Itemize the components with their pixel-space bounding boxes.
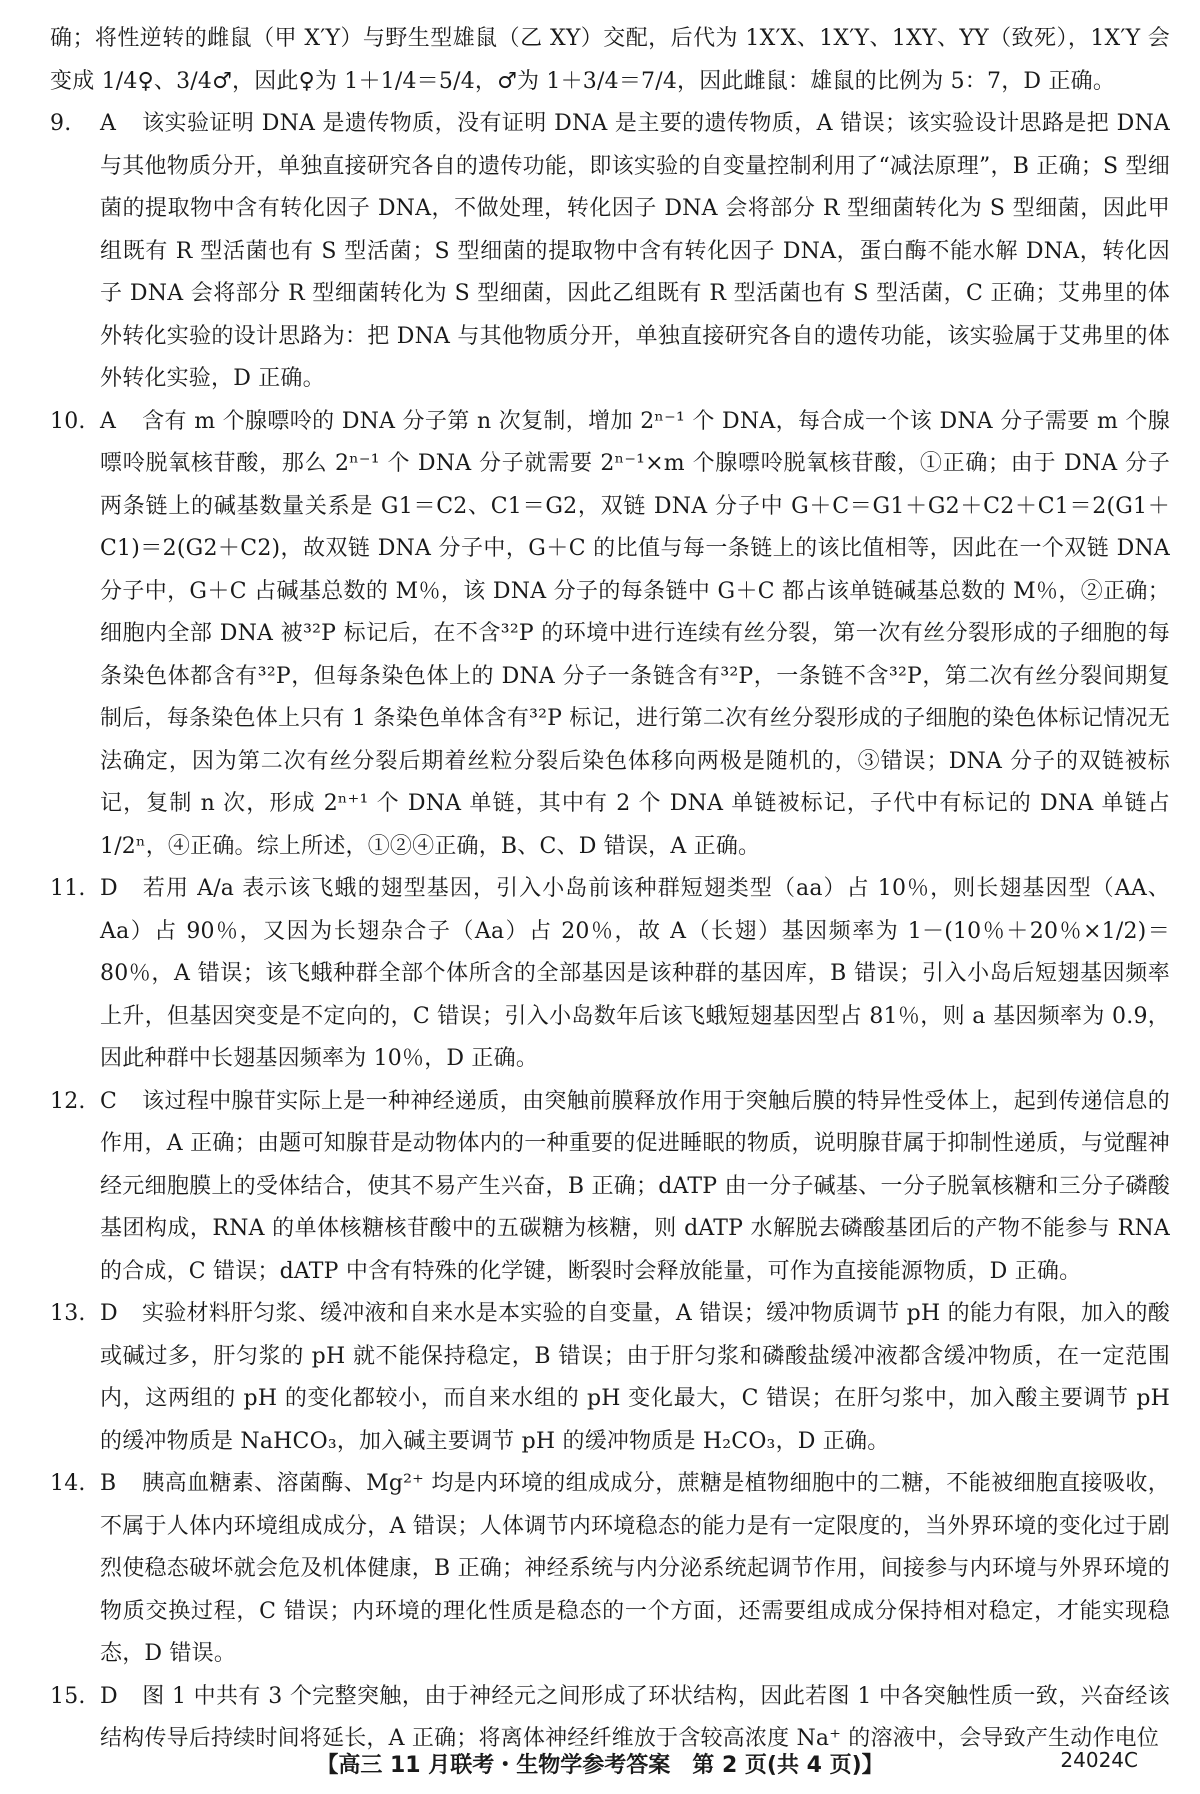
item-answer: A [100,111,117,136]
item-answer: B [100,1471,117,1496]
lead-paragraph: 确；将性逆转的雌鼠（甲 X′Y）与野生型雄鼠（乙 XY）交配，后代为 1X′X、1X′Y、1XY、YY（致死），1X′Y 会变成 1/4♀、3/4♂，因此♀为 1＋1/4＝5/4，♂为 1＋3/4＝7/4，因此雌鼠：雄鼠的比例为 5：7，D 正确。 [50,26,1170,94]
item-number: 9. [50,111,72,136]
item-explanation: 该过程中腺苷实际上是一种神经递质，由突触前膜释放作用于突触后膜的特异性受体上，起到传递信息的作用，A 正确；由题可知腺苷是动物体内的一种重要的促进睡眠的物质，说明腺苷属于抑制性递质，与觉醒神经元细胞膜上的受体结合，使其不易产生兴奋，B 正确；dATP 由一分子碱基、一分子脱氧核糖和三分子磷酸基团构成，RNA 的单体核糖核苷酸中的五碳糖为核糖，则 dATP 水解脱去磷酸基团后的产物不能参与 RNA 的合成，C 错误；dATP 中含有特殊的化学键，断裂时会释放能量，可作为直接能源物质，D 正确。 [100,1088,1170,1284]
item-number: 13. [50,1301,86,1326]
item-number: 14. [50,1471,86,1496]
answer-item-11 [50,868,1170,1081]
item-answer: C [100,1088,118,1114]
answer-item-10 [50,401,1170,869]
answer-item-13 [50,1293,1170,1463]
item-explanation: 该实验证明 DNA 是遗传物质，没有证明 DNA 是主要的遗传物质，A 错误；该实验设计思路是把 DNA 与其他物质分开，单独直接研究各自的遗传功能，即该实验的自变量控制利用了“减法原理”，B 正确；S 型细菌的提取物中含有转化因子 DNA，不做处理，转化因子 DNA 会将部分 R 型细菌转化为 S 型细菌，因此甲组既有 R 型活菌也有 S 型活菌；S 型细菌的提取物中含有转化因子 DNA，蛋白酶不能水解 DNA，转化因子 DNA 会将部分 R 型细菌转化为 S 型细菌，因此乙组既有 R 型活菌也有 S 型活菌，C 正确；艾弗里的体外转化实验的设计思路为：把 DNA 与其他物质分开，单独直接研究各自的遗传功能，该实验属于艾弗里的体外转化实验，D 正确。 [100,111,1170,391]
answer-item-12 [50,1081,1170,1294]
item-number: 11. [50,876,86,901]
page-footer [0,1748,1200,1784]
footer-title: 【高三 11 月联考・生物学参考答案 第 2 页(共 4 页)】 [316,1753,884,1778]
answer-content [50,18,1170,1761]
answer-item-14 [50,1463,1170,1676]
item-explanation: 胰高血糖素、溶菌酶、Mg²⁺ 均是内环境的组成成分，蔗糖是植物细胞中的二糖，不能被细胞直接吸收，不属于人体内环境组成成分，A 错误；人体调节内环境稳态的能力是有一定限度的，当外界环境的变化过于剧烈使稳态破坏就会危及机体健康，B 正确；神经系统与内分泌系统起调节作用，间接参与内环境与外界环境的物质交换过程，C 错误；内环境的理化性质是稳态的一个方面，还需要组成成分保持相对稳定，才能实现稳态，D 错误。 [100,1471,1170,1666]
item-answer: D [100,1683,118,1709]
item-number: 10. [50,408,86,434]
item-answer: D [100,876,118,901]
item-number: 12. [50,1088,86,1114]
item-answer: A [100,408,117,434]
item-answer: D [100,1301,118,1326]
item-explanation: 含有 m 个腺嘌呤的 DNA 分子第 n 次复制，增加 2ⁿ⁻¹ 个 DNA，每合成一个该 DNA 分子需要 m 个腺嘌呤脱氧核苷酸，那么 2ⁿ⁻¹ 个 DNA 分子就需要 2ⁿ⁻¹×m 个腺嘌呤脱氧核苷酸，①正确；由于 DNA 分子两条链上的碱基数量关系是 G1＝C2、C1＝G2，双链 DNA 分子中 G＋C＝G1＋G2＋C2＋C1＝2(G1＋C1)＝2(G2＋C2)，故双链 DNA 分子中，G＋C 的比值与每一条链上的该比值相等，因此在一个双链 DNA 分子中，G＋C 占碱基总数的 M％，该 DNA 分子的每条链中 G＋C 都占该单链碱基总数的 M％，②正确；细胞内全部 DNA 被³²P 标记后，在不含³²P 的环境中进行连续有丝分裂，第一次有丝分裂形成的子细胞的每条染色体都含有³²P，但每条染色体上的 DNA 分子一条链含有³²P，一条链不含³²P，第二次有丝分裂间期复制后，每条染色体上只有 1 条染色单体含有³²P 标记，进行第二次有丝分裂形成的子细胞的染色体标记情况无法确定，因为第二次有丝分裂后期着丝粒分裂后染色体移向两极是随机的，③错误；DNA 分子的双链被标记，复制 n 次，形成 2ⁿ⁺¹ 个 DNA 单链，其中有 2 个 DNA 单链被标记，子代中有标记的 DNA 单链占 1/2ⁿ，④正确。综上所述，①②④正确，B、C、D 错误，A 正确。 [100,408,1170,859]
item-explanation: 图 1 中共有 3 个完整突触，由于神经元之间形成了环状结构，因此若图 1 中各突触性质一致，兴奋经该结构传导后持续时间将延长，A 正确；将离体神经纤维放于含较高浓度 Na⁺ 的溶液中，会导致产生动作电位 [100,1683,1170,1751]
item-number: 15. [50,1683,86,1709]
item-explanation: 若用 A/a 表示该飞蛾的翅型基因，引入小岛前该种群短翅类型（aa）占 10％，则长翅基因型（AA、Aa）占 90％，又因为长翅杂合子（Aa）占 20％，故 A（长翅）基因频率为 1－(10％＋20％×1/2)＝80％，A 错误；该飞蛾种群全部个体所含的全部基因是该种群的基因库，B 错误；引入小岛后短翅基因频率上升，但基因突变是不定向的，C 错误；引入小岛数年后该飞蛾短翅基因型占 81％，则 a 基因频率为 0.9，因此种群中长翅基因频率为 10％，D 正确。 [100,876,1170,1071]
item-explanation: 实验材料肝匀浆、缓冲液和自来水是本实验的自变量，A 错误；缓冲物质调节 pH 的能力有限，加入的酸或碱过多，肝匀浆的 pH 就不能保持稳定，B 错误；由于肝匀浆和磷酸盐缓冲液都含缓冲物质，在一定范围内，这两组的 pH 的变化都较小，而自来水组的 pH 变化最大，C 错误；在肝匀浆中，加入酸主要调节 pH 的缓冲物质是 NaHCO₃，加入碱主要调节 pH 的缓冲物质是 H₂CO₃，D 正确。 [100,1301,1170,1454]
answer-item-9 [50,103,1170,401]
footer-code: 24024C [1060,1748,1138,1772]
